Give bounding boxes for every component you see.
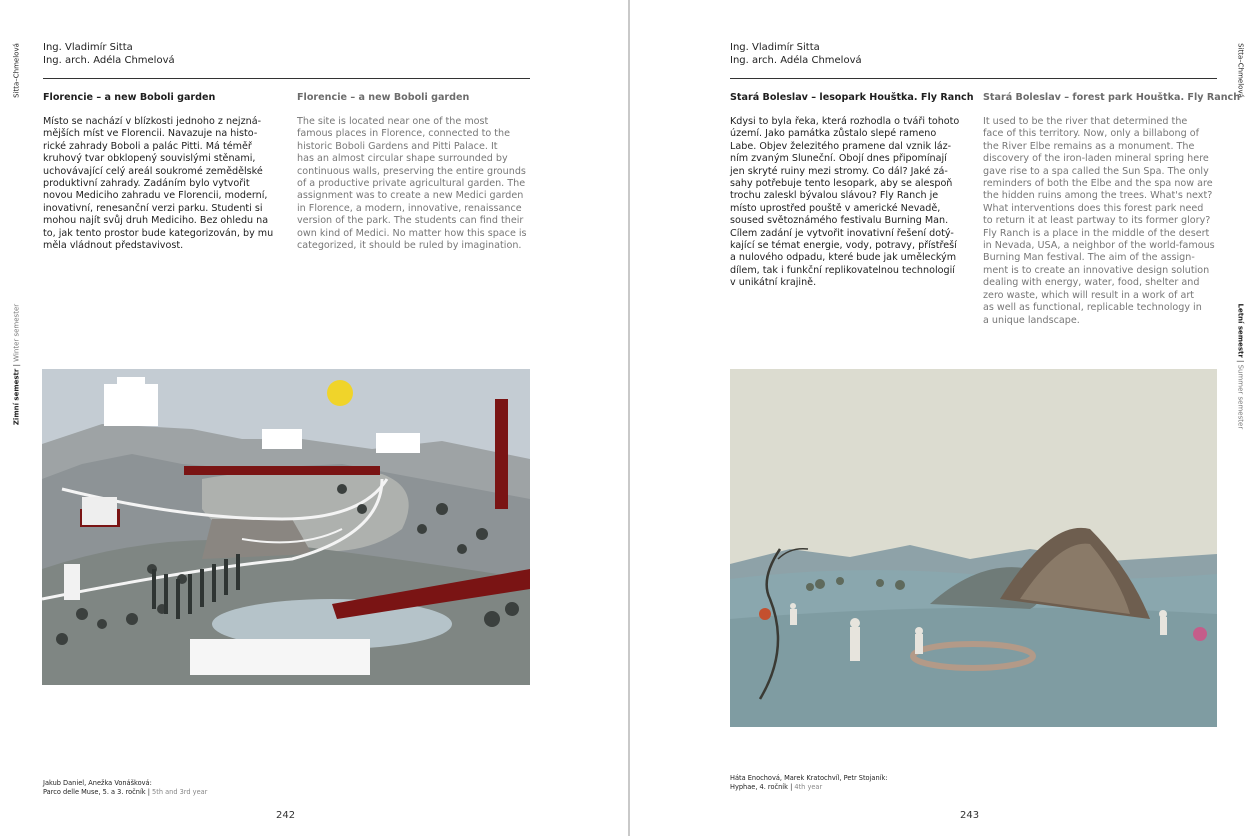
- left-semester-label: [13, 302, 22, 428]
- left-body-en-text: The site is located near one of the most famous places in Florence, connected to the historic Boboli Gardens and Pitti Palace. It has an almost circular shape surrounded by continuous walls, preserving the entire grounds of a productive private agricultural garden. The assignment was to create a new Medici garden in Florence, a modern, innovative, renaissance version of the park. The students can find their own kind of Medici. No matter how this space is categorized, it should be ruled by imagination.: [297, 116, 527, 252]
- semester-secondary: Winter semester: [12, 303, 21, 362]
- right-body-en: [983, 116, 1223, 327]
- semester-separator: |: [1236, 357, 1245, 365]
- right-caption: [730, 774, 888, 791]
- left-title-cz: Florencie – a new Boboli garden: [43, 92, 216, 103]
- author-1: Ing. Vladimír Sitta: [43, 42, 133, 53]
- fly-ranch-collage: [730, 369, 1217, 727]
- left-body-en: [297, 116, 537, 252]
- semester-primary: Letní semestr: [1236, 303, 1245, 358]
- caption-course: Hyphae, 4. ročník: [730, 782, 788, 791]
- semester-separator: |: [12, 361, 21, 369]
- left-authors: [43, 42, 175, 67]
- right-header-rule: [730, 78, 1217, 79]
- right-title-en: Stará Boleslav – forest park Houštka. Fly Ranch: [983, 92, 1241, 103]
- left-body-cz: [43, 116, 283, 252]
- author-2: Ing. arch. Adéla Chmelová: [730, 54, 862, 66]
- right-page: [630, 0, 1260, 836]
- left-caption: [43, 779, 207, 796]
- right-side-tab: Sitta–Chmelová: [1236, 43, 1245, 98]
- right-title-cz: Stará Boleslav – lesopark Houštka. Fly Ranch: [730, 92, 974, 103]
- caption-line2: [43, 788, 207, 797]
- caption-year-en: 5th and 3rd year: [152, 787, 208, 796]
- right-authors: [730, 42, 862, 67]
- caption-separator: |: [145, 787, 153, 796]
- left-side-tab: Sitta–Chmelová: [12, 43, 21, 98]
- caption-line2: [730, 783, 888, 792]
- author-1: Ing. Vladimír Sitta: [730, 42, 820, 53]
- left-illustration-boboli: [42, 369, 530, 685]
- left-title-en: Florencie – a new Boboli garden: [297, 92, 470, 103]
- right-page-number: 243: [960, 810, 980, 821]
- author-2: Ing. arch. Adéla Chmelová: [43, 54, 175, 66]
- left-body-cz-text: Místo se nachází v blízkosti jednoho z nejzná- mějších míst ve Florencii. Navazuje na histo- rické zahrady Boboli a palác Pitti. Má téměř kruhový tvar obklopený souvislými stěnami, uchovávající celý areál soukromé zemědělské produktivní zahrady. Zadáním bylo vytvořit novou Mediciho zahradu ve Florencii, moderní, inovativní, renesanční verzi parku. Studenti si mohou najít svůj druh Mediciho. Bez ohledu na to, jak tento prostor bude kategorizován, by mu měla vládnout představivost.: [43, 116, 274, 252]
- left-page: [0, 0, 628, 836]
- caption-line1: Háta Enochová, Marek Kratochvíl, Petr Stojaník:: [730, 774, 888, 782]
- left-header-rule: [43, 78, 530, 79]
- right-illustration-fly-ranch: [730, 369, 1217, 727]
- right-body-en-text: It used to be the river that determined the face of this territory. Now, only a billabong of the River Elbe remains as a monument. The discovery of the iron-laden mineral spring here gave rise to a spa called the Sun Spa. The only reminders of both the Elbe and the spa now are the hidden ruins among the trees. What's next? What interventions does this forest park need to return it at least partway to its former glory? Fly Ranch is a place in the middle of the desert in Nevada, USA, a neighbor of the world-famous Burning Man festival. The aim of the assign- ment is to create an innovative design solution dealing with energy, water, food, shelter and zero waste, which will result in a work of art as well as functional, replicable technology in a unique landscape.: [983, 116, 1215, 326]
- semester-secondary: Summer semester: [1236, 364, 1245, 430]
- right-semester-label: [1236, 304, 1245, 428]
- caption-year-en: 4th year: [794, 782, 823, 791]
- left-page-number: 242: [276, 810, 296, 821]
- caption-course: Parco delle Muse, 5. a 3. ročník: [43, 787, 146, 796]
- caption-separator: |: [787, 782, 795, 791]
- boboli-garden-collage: [42, 369, 530, 685]
- right-body-cz-text: Kdysi to byla řeka, která rozhodla o tváři tohoto území. Jako památka zůstalo slepé rameno Labe. Objev železitého pramene dal vznik láz- ním zvaným Sluneční. Obojí dnes připomínají jen skryté ruiny mezi stromy. Co dál? Jaké zá- sahy potřebuje tento lesopark, aby se alespoň trochu zaleskl bývalou slávou? Fly Ranch je místo uprostřed pouště v americké Nevadě, soused světoznámého festivalu Burning Man. Cílem zadání je vytvořit inovativní řešení dotý- kající se témat energie, vody, potravy, přístřeší a nulového odpadu, které bude jak uměleckým dílem, tak i funkční replikovatelnou technologií v unikátní krajině.: [730, 116, 960, 289]
- semester-primary: Zimní semestr: [12, 368, 21, 426]
- caption-line1: Jakub Daniel, Anežka Vonášková:: [43, 779, 152, 787]
- right-body-cz: [730, 116, 970, 290]
